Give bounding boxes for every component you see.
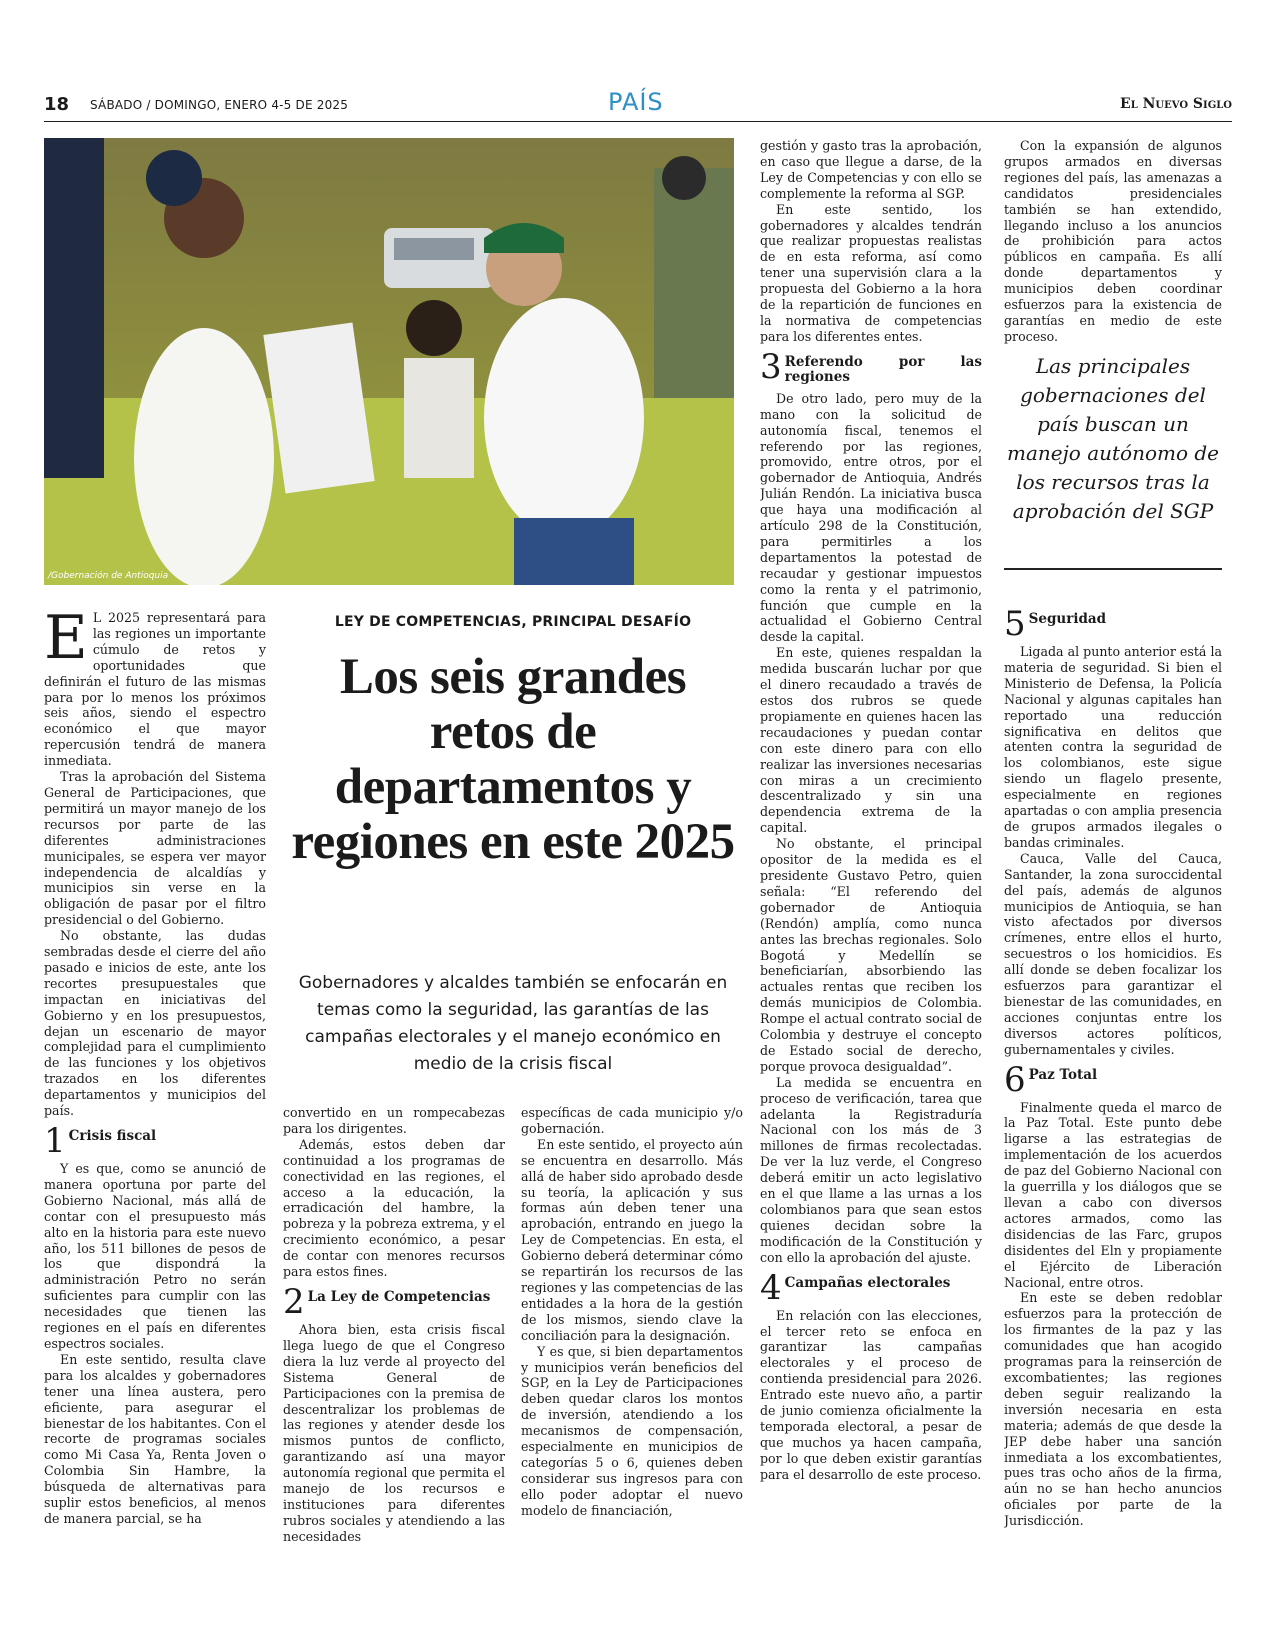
subhead-crisis-fiscal xyxy=(44,1127,266,1155)
body-paragraph: Con la expansión de algunos grupos armados en diversas regiones del país, las amenazas a candidatos presidenciales también se han extendido, llegando incluso a los anuncios de prohibición para actos públicos en campaña. Es allí donde departamentos y municipios deben coordinar esfuerzos para la existencia de garantías en medio de este proceso. xyxy=(1004,138,1222,344)
body-paragraph: En este, quienes respaldan la medida buscarán luchar por que el dinero recaudado a través de estos dos rubros se quede propiamente en quienes hacen las recaudaciones y puedan contar con este dinero para con ello realizar las inversiones necesarias con miras a un crecimiento descentralizado y sin una dependencia extrema de la capital. xyxy=(760,645,982,836)
subhead-title: Seguridad xyxy=(1028,611,1107,627)
page-header xyxy=(44,88,1232,122)
article-headline: Los seis grandes retos de departamentos y regiones en este 2025 xyxy=(291,649,735,870)
subhead-title: Paz Total xyxy=(1028,1066,1098,1083)
article-column-5-bottom xyxy=(1004,602,1222,1612)
subhead-number: 4 xyxy=(760,1273,782,1302)
subhead-number: 2 xyxy=(283,1287,305,1316)
section-name: PAÍS xyxy=(608,88,664,116)
body-paragraph: Ahora bien, esta crisis fiscal llega luego de que el Congreso diera la luz verde al proyecto del Sistema General de Participaciones con la premisa de descentralizar los problemas de las regiones y atender desde los mismos puntos de conflicto, garantizando así una mayor autonomía regional que permita el manejo de los recursos e instituciones para diferentes rubros sociales y atendiendo a las necesidades xyxy=(283,1321,505,1544)
article-column-2 xyxy=(283,1105,505,1610)
pull-quote: Las principales gobernaciones del país buscan un manejo autónomo de los recursos tras la aprobación del SGP xyxy=(1006,354,1219,523)
subhead-number: 3 xyxy=(760,352,782,385)
subhead-title: Crisis fiscal xyxy=(68,1128,157,1144)
body-paragraph: convertido en un rompecabezas para los dirigentes. xyxy=(283,1105,505,1136)
body-paragraph: Cauca, Valle del Cauca, Santander, la zona suroccidental del país, además de algunos municipios de Antioquia, se han visto afectados por diversos crímenes, entre ellos el hurto, secuestros o los homicidios. Es allí donde se deben focalizar los esfuerzos para garantizar el bienestar de las comunidades, en acciones conjuntas entre los diversos actores políticos, gubernamentales y civiles. xyxy=(1004,850,1222,1057)
subhead-title: La Ley de Competencias xyxy=(307,1288,491,1305)
body-paragraph: No obstante, las dudas sembradas desde el cierre del año pasado e inicios de este, ante los recortes presupuestales que impactan en iniciativas del Gobierno y en los presupuestos, dejan un escenario de mayor complejidad para el cumplimiento de las funciones y los objetivos trazados en los diferentes departamentos y municipios del país. xyxy=(44,928,266,1119)
subhead-number: 1 xyxy=(44,1127,66,1155)
page-number: 18 xyxy=(44,94,70,115)
body-paragraph: gestión y gasto tras la aprobación, en caso que llegue a darse, de la Ley de Competencias y con ello se complemente la reforma al SGP. xyxy=(760,138,982,201)
body-paragraph: En relación con las elecciones, el tercer reto se enfoca en garantizar las campañas electorales y el proceso de contienda presidencial para 2026. Entrado este nuevo año, a partir de junio comienza oficialmente la temporada electoral, a pesar de que muchos ya hacen campaña, por lo que deben existir garantías para el desarrollo de este proceso. xyxy=(760,1307,982,1482)
subhead-number: 5 xyxy=(1004,610,1026,638)
body-paragraph: Además, estos deben dar continuidad a los programas de conectividad en las regiones, el acceso a la educación, la erradicación del hambre, la pobreza y la pobreza extrema, y el crecimiento económico, a pesar de contar con menores recursos para estos fines. xyxy=(283,1136,505,1280)
article-column-1 xyxy=(44,610,266,1610)
subhead-title: Referendo por las regiones xyxy=(784,353,982,385)
subhead-seguridad xyxy=(1004,610,1222,638)
newspaper-name: El Nuevo Siglo xyxy=(1120,96,1232,112)
body-paragraph: En este sentido, el proyecto aún se encuentra en desarrollo. Más allá de haber sido aprobado desde su teoría, la aplicación y sus formas aún deben tener una aprobación, entrando en juego la Ley de Competencias. En esta, el Gobierno deberá determinar cómo se repartirán los recursos de las regiones y las competencias de las entidades a la hora de la gestión de los mismos, siendo clave la conciliación para la designación. xyxy=(521,1136,743,1343)
body-paragraph: Y es que, como se anunció de manera oportuna por parte del Gobierno Nacional, más allá de contar con el presupuesto más alto en la historia para este nuevo año, los 511 billones de pesos de los que dispondrá la administración Petro no serán suficientes para cumplir con las necesidades que tienen las regiones en el país en diferentes espectros sociales. xyxy=(44,1161,266,1351)
subhead-paz-total xyxy=(1004,1066,1222,1094)
body-paragraph: Y es que, si bien departamentos y municipios verán beneficios del SGP, en la Ley de Participaciones deben quedar claros los montos de inversión, atendiendo a los mecanismos de compensación, especialmente en municipios de categorías 5 o 6, quienes deben considerar sus ingresos para con ello poder adoptar el nuevo modelo de financiación, xyxy=(521,1343,743,1518)
body-paragraph: En este sentido, los gobernadores y alcaldes tendrán que realizar propuestas realistas de en esta reforma, así como tener una supervisión clara a la propuesta del Gobierno a la hora de la repartición de funciones en la normativa de competencias para los diferentes entes. xyxy=(760,201,982,344)
subhead-campanas-electorales xyxy=(760,1274,982,1302)
subhead-ley-de-competencias xyxy=(283,1288,505,1316)
body-paragraph: específicas de cada municipio y/o gobernación. xyxy=(521,1105,743,1136)
article-column-4 xyxy=(760,138,982,1613)
article-photo xyxy=(44,138,734,585)
subhead-title: Campañas electorales xyxy=(784,1274,951,1291)
body-paragraph: Tras la aprobación del Sistema General de Participaciones, que permitirá un mayor manejo de los recursos por parte de las diferentes administraciones municipales, se espera ver mayor independencia de alcaldías y municipios sin verse en la obligación de pasar por el filtro presidencial o del Gobierno. xyxy=(44,769,266,928)
subhead-number: 6 xyxy=(1004,1065,1026,1094)
article-kicker: LEY DE COMPETENCIAS, PRINCIPAL DESAFÍO xyxy=(334,614,692,630)
article-column-3 xyxy=(521,1105,743,1610)
article-deck: Gobernadores y alcaldes también se enfocarán en temas como la seguridad, las garantías de las campañas electorales y el manejo económico en medio de la crisis fiscal xyxy=(298,973,728,1074)
lead-paragraph: E L 2025 representará para las regiones un importante cúmulo de retos y oportunidades que definirán el futuro de las mismas para por lo menos los próximos seis años, siendo el espectro económico el que mayor repercusión tendrá de manera inmediata. xyxy=(44,610,266,769)
body-paragraph: La medida se encuentra en proceso de verificación, tarea que adelanta la Registraduría Nacional con los más de 3 millones de firmas recolectadas. De ver la luz verde, el Congreso deberá emitir un acto legislativo en el que llame a las urnas a los colombianos para que sean estos quienes decidan sobre la modificación de la Constitución y con ello la aprobación del ajuste. xyxy=(760,1074,982,1265)
issue-date: SÁBADO / DOMINGO, ENERO 4-5 DE 2025 xyxy=(90,98,349,112)
drop-cap: E xyxy=(44,610,88,673)
body-paragraph: No obstante, el principal opositor de la medida es el presidente Gustavo Petro, quien señala: “El referendo del gobernador de Antioquia (Rendón) amplía, como nunca antes las brechas regionales. Solo Bogotá y Medellín se beneficiarían, absorbiendo las actuales rentas que reciben los demás municipios de Colombia. Rompe el actual contrato social de Colombia y destruye el concepto de Estado social de derecho, porque provoca desigualdad”. xyxy=(760,836,982,1074)
pull-quote-rule xyxy=(1004,568,1222,570)
body-paragraph: De otro lado, pero muy de la mano con la solicitud de autonomía fiscal, tenemos el referendo por las regiones, promovido, entre otros, por el gobernador de Antioquia, Andrés Julián Rendón. La iniciativa busca que haya una modificación al artículo 298 de la Constitución, para permitirles a los departamentos la potestad de recaudar y gestionar impuestos como la renta y el patrimonio, función que cumple en la actualidad el Gobierno Central desde la capital. xyxy=(760,390,982,645)
subhead-referendo xyxy=(760,353,982,385)
body-paragraph: Ligada al punto anterior está la materia de seguridad. Si bien el Ministerio de Defensa, la Policía Nacional y algunas capitales han reportado una reducción significativa en delitos que atenten contra la seguridad de los colombianos, este sigue siendo un flagelo presente, especialmente en regiones apartadas o con amplia presencia de grupos armados ilegales o bandas criminales. xyxy=(1004,644,1222,850)
body-paragraph: En este se deben redoblar esfuerzos para la protección de los firmantes de la paz y las comunidades que han acogido programas para la reinserción de excombatientes; las regiones deben seguir realizando la inversión necesaria en esta materia; además de que desde la JEP debe haber una sanción inmediata a los excombatientes, pues tras ocho años de la firma, aún no se han hecho anuncios oficiales por parte de la Jurisdicción. xyxy=(1004,1290,1222,1529)
body-paragraph: Finalmente queda el marco de la Paz Total. Este punto debe ligarse a las estrategias de implementación de los acuerdos de paz del Gobierno Nacional con la guerrilla y los diálogos que se llevan a cabo con diversos actores armados, como las disidencias de las Farc, grupos disidentes del Eln y propiamente el Ejército de Liberación Nacional, entre otros. xyxy=(1004,1099,1222,1290)
photo-credit: /Gobernación de Antioquia xyxy=(48,571,169,581)
body-paragraph: En este sentido, resulta clave para los alcaldes y gobernadores tener una línea austera, pero eficiente, para asegurar el bienestar de los habitantes. Con el recorte de programas sociales como Mi Casa Ya, Renta Joven o Colombia Sin Hambre, la búsqueda de alternativas para suplir estos beneficios, al menos de manera parcial, se ha xyxy=(44,1351,266,1526)
